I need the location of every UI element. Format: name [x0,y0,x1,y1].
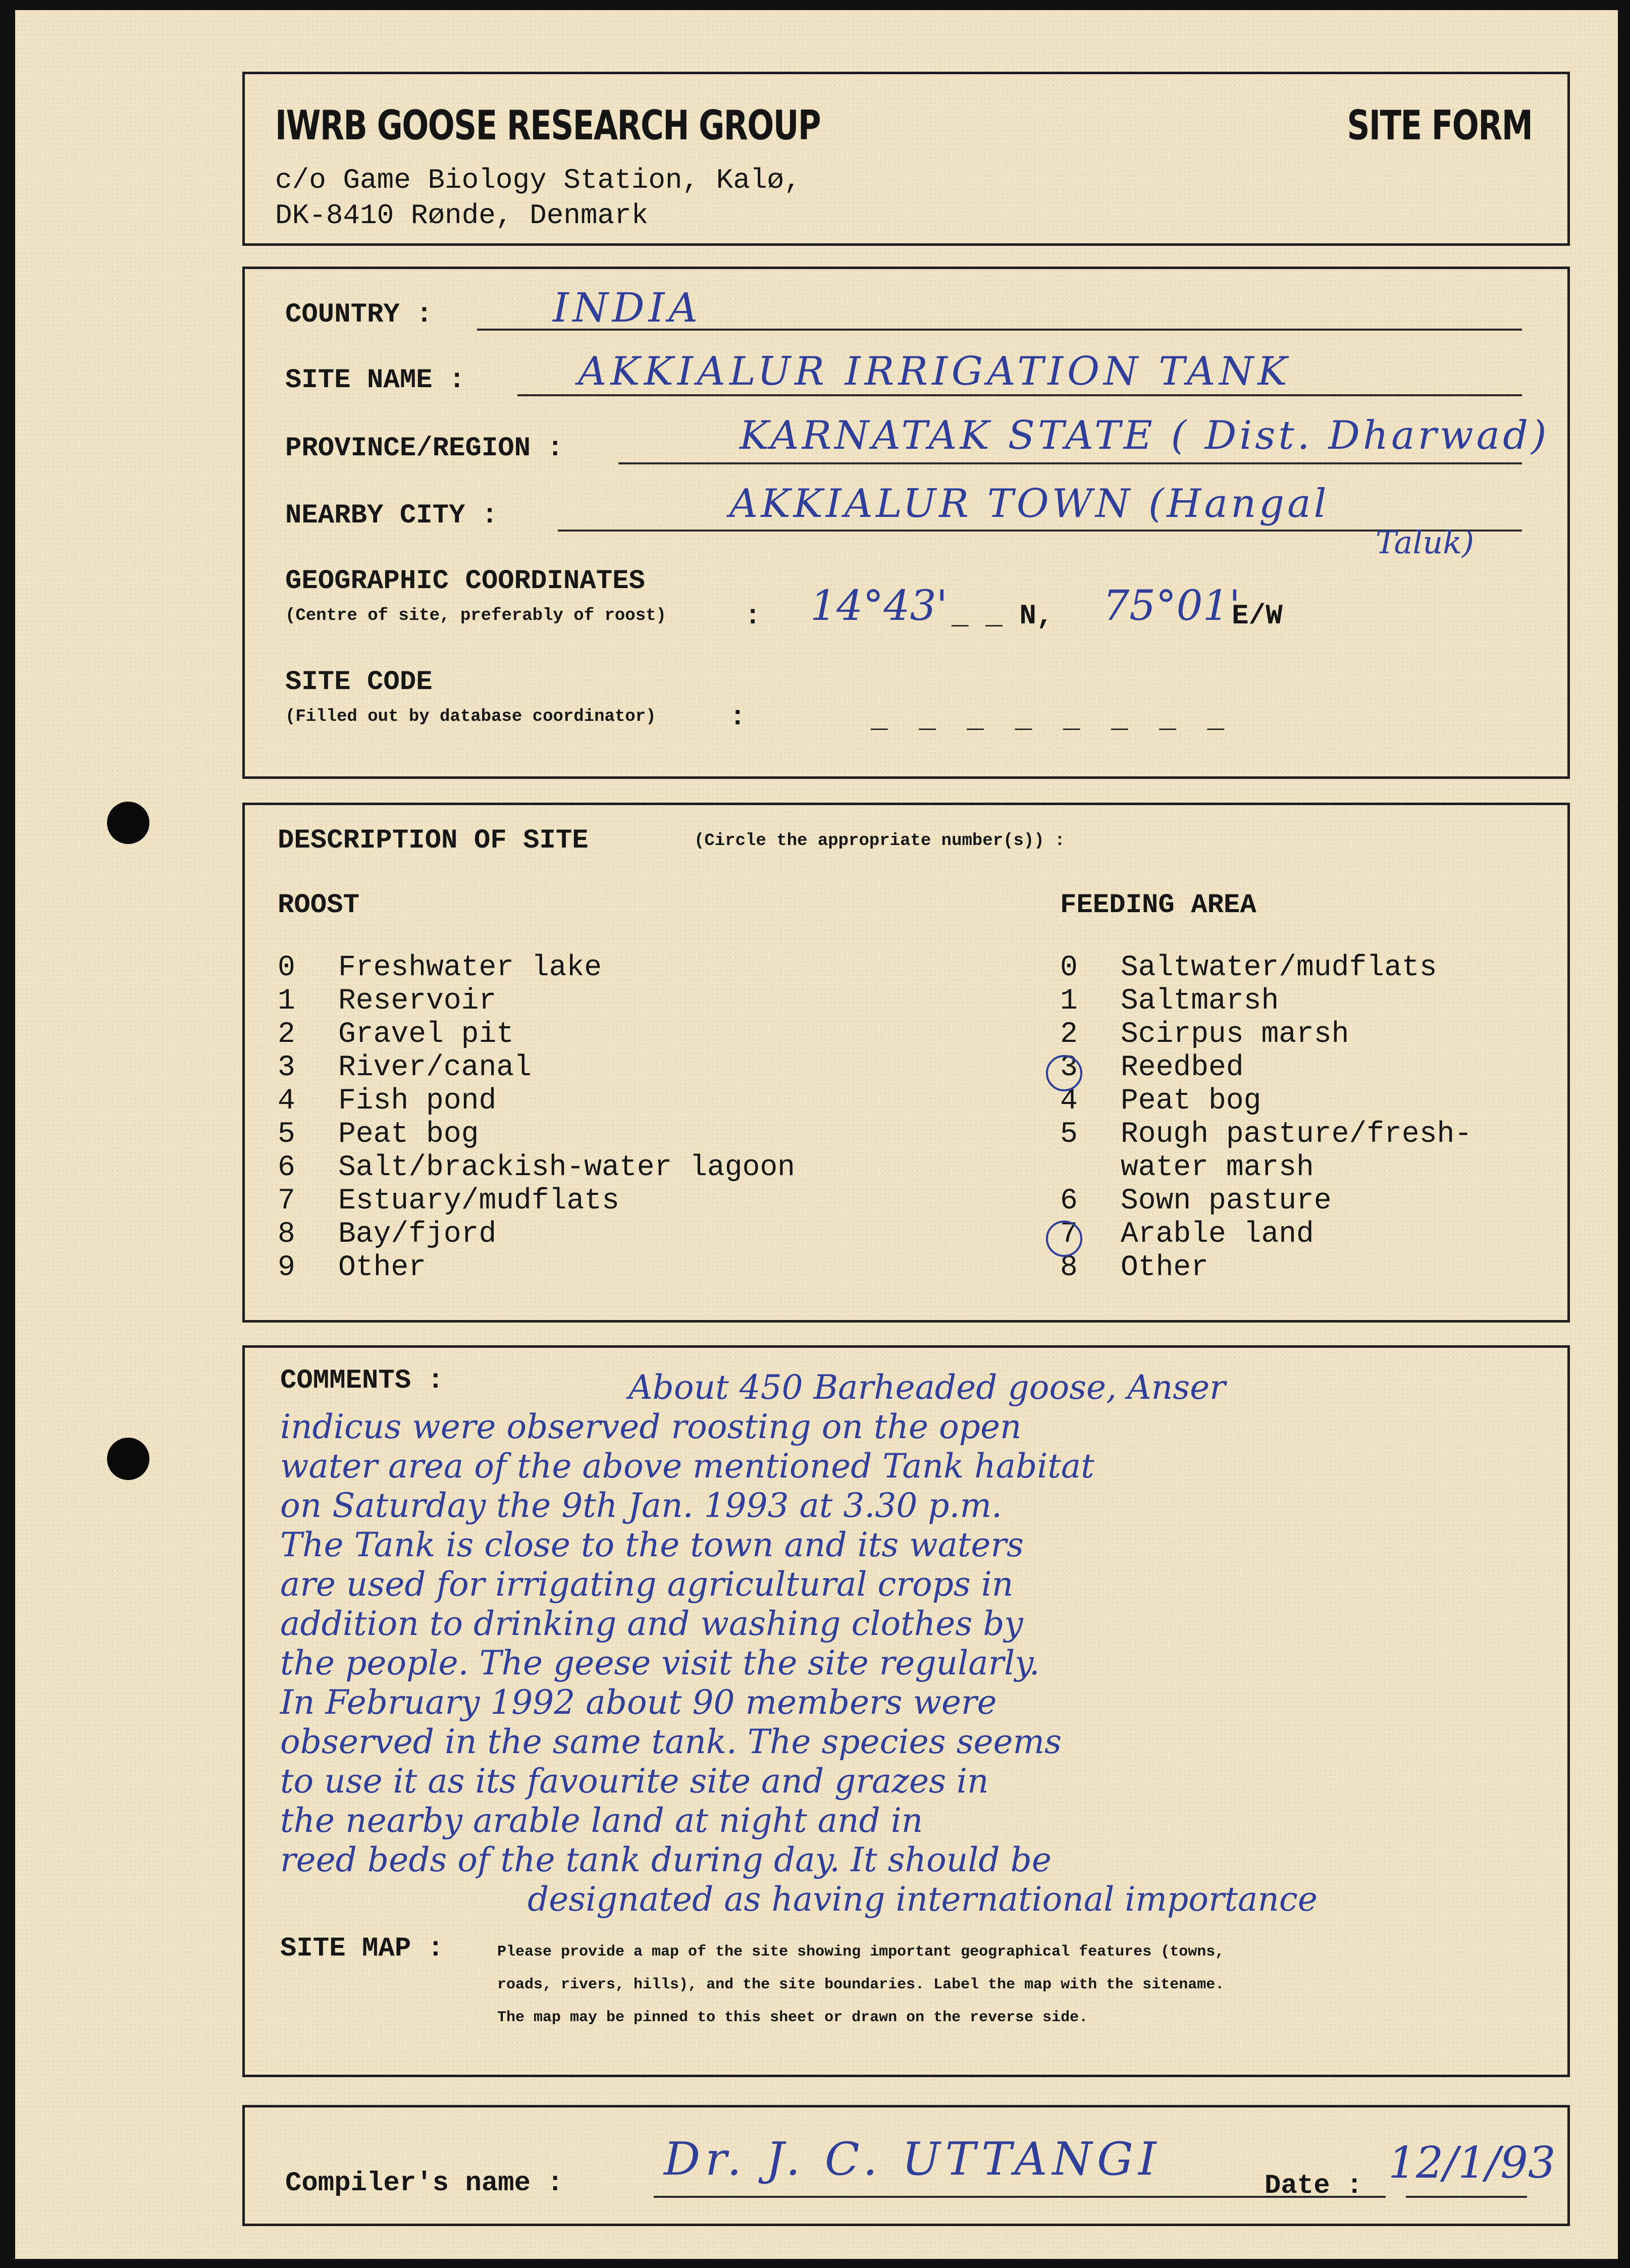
form-org-title: IWRB GOOSE RESEARCH GROUP [275,102,821,149]
feeding-option-label: Peat bog [1121,1085,1261,1118]
longitude-field[interactable]: 75°01' [1103,582,1241,630]
date-field-line [1406,2196,1527,2198]
feeding-option-label: Other [1121,1251,1209,1284]
site-info-box [242,267,1570,779]
comment-line: the people. The geese visit the site regularly. [280,1644,1040,1682]
selected-circle-arable-land [1046,1221,1082,1257]
feeding-option-label: Scirpus marsh [1121,1018,1349,1051]
feeding-option-number[interactable]: 2 [1060,1018,1078,1051]
roost-option-label: Salt/brackish-water lagoon [338,1151,795,1184]
roost-option-label: Bay/fjord [338,1218,497,1251]
site-code-colon: : [729,702,746,733]
comment-line: are used for irrigating agricultural crops in [280,1565,1014,1604]
comment-line: water area of the above mentioned Tank habitat [280,1447,1094,1486]
comment-line: on Saturday the 9th Jan. 1993 at 3.30 p.m. [280,1486,1003,1525]
coords-label: GEOGRAPHIC COORDINATES [285,566,645,597]
header-box [242,72,1570,246]
address-line-1: c/o Game Biology Station, Kalø, [275,164,801,196]
site-map-label: SITE MAP : [280,1933,444,1964]
site-map-instruction-1: Please provide a map of the site showing important geographical features (towns, [497,1943,1225,1961]
site-name-field[interactable]: AKKIALUR IRRIGATION TANK [578,349,1291,394]
feeding-option-number[interactable]: 7 [1060,1218,1078,1251]
feeding-header: FEEDING AREA [1060,890,1256,921]
roost-option-number[interactable]: 8 [278,1218,295,1251]
feeding-option-label: Sown pasture [1121,1185,1332,1218]
feeding-option-number[interactable]: 6 [1060,1185,1078,1218]
coords-sublabel: (Centre of site, preferably of roost) [285,606,666,625]
comments-box [242,1345,1570,2077]
comments-label: COMMENTS : [280,1365,444,1396]
description-instruction: (Circle the appropriate number(s)) : [694,831,1065,851]
comment-line: observed in the same tank. The species seems [280,1722,1062,1761]
roost-option-label: Estuary/mudflats [338,1185,619,1218]
site-code-field[interactable]: _ _ _ _ _ _ _ _ [871,703,1232,735]
roost-option-label: Other [338,1251,427,1284]
comment-line: addition to drinking and washing clothes by [280,1604,1023,1643]
compiler-name-field[interactable]: Dr. J. C. UTTANGI [664,2133,1162,2186]
date-field[interactable]: 12/1/93 [1388,2138,1556,2188]
roost-option-number[interactable]: 9 [278,1251,295,1284]
description-title: DESCRIPTION OF SITE [278,825,589,856]
country-field[interactable]: INDIA [553,284,702,331]
coords-colon: : [745,601,761,632]
roost-option-label: Freshwater lake [338,952,602,984]
punch-hole-top [107,802,149,844]
compiler-box [242,2105,1570,2226]
feeding-option-number[interactable]: 1 [1060,985,1078,1018]
feeding-option-label: Saltmarsh [1121,985,1279,1018]
site-code-sublabel: (Filled out by database coordinator) [285,707,656,726]
latitude-field[interactable]: 14°43' [810,582,948,630]
description-box [242,803,1570,1323]
feeding-option-label: Saltwater/mudflats [1121,952,1437,984]
latitude-suffix: _ _ N, [952,600,1054,632]
site-name-field-line [517,394,1522,396]
roost-option-number[interactable]: 3 [278,1051,295,1084]
compiler-label: Compiler's name : [285,2168,563,2199]
comment-line: to use it as its favourite site and grazes in [280,1762,989,1801]
roost-option-number[interactable]: 2 [278,1018,295,1051]
roost-option-number[interactable]: 0 [278,952,295,984]
roost-option-label: Gravel pit [338,1018,514,1051]
roost-option-label: Fish pond [338,1085,497,1118]
punch-hole-bottom [107,1438,149,1480]
roost-header: ROOST [278,890,360,921]
roost-option-label: Reservoir [338,985,497,1018]
feeding-option-number[interactable]: 4 [1060,1085,1078,1118]
comment-line: The Tank is close to the town and its waters [280,1525,1024,1564]
province-field-line [618,462,1522,464]
longitude-suffix: E/W [1232,600,1283,632]
nearby-city-label: NEARBY CITY : [285,500,498,531]
selected-circle-reedbed [1046,1055,1082,1091]
feeding-option-label: Rough pasture/fresh- [1121,1118,1473,1151]
feeding-option-number[interactable]: 5 [1060,1118,1078,1151]
province-label: PROVINCE/REGION : [285,433,563,464]
comment-line: the nearby arable land at night and in [280,1801,923,1840]
feeding-option-label: Reedbed [1121,1051,1244,1084]
site-form-sheet [15,10,1618,2259]
date-label: Date : [1265,2171,1363,2201]
comment-line: About 450 Barheaded goose, Anser [628,1368,1226,1407]
roost-option-label: River/canal [338,1051,532,1084]
feeding-option-number[interactable]: 0 [1060,952,1078,984]
feeding-option-number[interactable]: 3 [1060,1051,1078,1084]
nearby-city-field-cont: Taluk) [1376,524,1475,561]
feeding-option-label: Arable land [1121,1218,1314,1251]
roost-option-label: Peat bog [338,1118,479,1151]
country-label: COUNTRY : [285,299,433,330]
site-map-instruction-3: The map may be pinned to this sheet or drawn on the reverse side. [497,2009,1088,2026]
feeding-option-label: water marsh [1121,1151,1314,1184]
roost-option-number[interactable]: 5 [278,1118,295,1151]
address-line-2: DK-8410 Rønde, Denmark [275,199,649,232]
comment-line: reed beds of the tank during day. It should be [280,1840,1051,1879]
form-type-label: SITE FORM [1347,102,1532,149]
site-map-instruction-2: roads, rivers, hills), and the site boundaries. Label the map with the sitename. [497,1976,1225,1993]
roost-option-number[interactable]: 6 [278,1151,295,1184]
province-field[interactable]: KARNATAK STATE ( Dist. Dharwad) [740,413,1550,458]
site-code-label: SITE CODE [285,667,433,698]
roost-option-number[interactable]: 1 [278,985,295,1018]
site-name-label: SITE NAME : [285,365,465,396]
comment-line: In February 1992 about 90 members were [280,1683,997,1722]
nearby-city-field[interactable]: AKKIALUR TOWN (Hangal [729,481,1330,526]
comment-line: designated as having international importance [528,1880,1318,1919]
roost-option-number[interactable]: 7 [278,1185,295,1218]
comment-line: indicus were observed roosting on the open [280,1407,1022,1446]
feeding-option-number[interactable]: 8 [1060,1251,1078,1284]
roost-option-number[interactable]: 4 [278,1085,295,1118]
